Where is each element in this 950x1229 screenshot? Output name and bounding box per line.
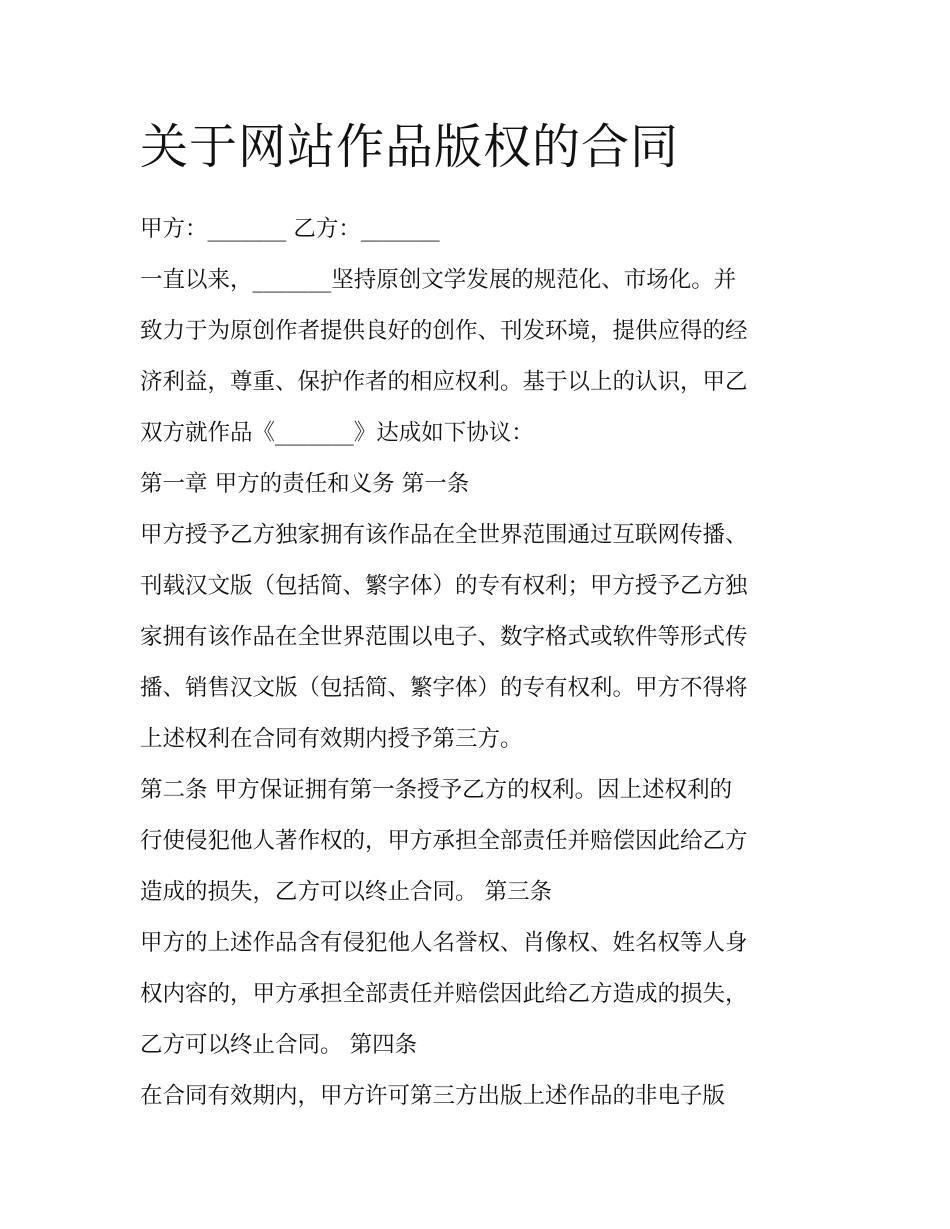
paragraph-line: 甲方授予乙方独家拥有该作品在全世界范围通过互联网传播、 [140, 522, 748, 548]
document-page [140, 112, 820, 1122]
paragraph-line: 行使侵犯他人著作权的，甲方承担全部责任并赔偿因此给乙方 [140, 828, 748, 854]
paragraph-line: 在合同有效期内，甲方许可第三方出版上述作品的非电子版 [140, 1083, 726, 1109]
document-title: 关于网站作品版权的合同 [140, 119, 680, 175]
party-line: 甲方：_______ 乙方：_______ [140, 216, 440, 242]
paragraph-line: 家拥有该作品在全世界范围以电子、数字格式或软件等形式传 [140, 624, 748, 650]
paragraph-line: 播、销售汉文版（包括简、繁字体）的专有权利。甲方不得将 [140, 675, 748, 701]
paragraph-line: 乙方可以终止合同。 第四条 [140, 1032, 418, 1058]
paragraph-line: 济利益，尊重、保护作者的相应权利。基于以上的认识，甲乙 [140, 369, 748, 395]
article-line: 第二条 甲方保证拥有第一条授予乙方的权利。因上述权利的 [140, 777, 733, 803]
paragraph-line: 甲方的上述作品含有侵犯他人名誉权、肖像权、姓名权等人身 [140, 930, 748, 956]
paragraph-line: 上述权利在合同有效期内授予第三方。 [140, 726, 523, 752]
paragraph-line: 双方就作品《_______》达成如下协议： [140, 420, 534, 446]
paragraph-line: 造成的损失，乙方可以终止合同。 第三条 [140, 879, 553, 905]
chapter-heading-line: 第一章 甲方的责任和义务 第一条 [140, 471, 470, 497]
paragraph-line: 刊载汉文版（包括简、繁字体）的专有权利；甲方授予乙方独 [140, 573, 748, 599]
paragraph-line: 权内容的，甲方承担全部责任并赔偿因此给乙方造成的损失， [140, 981, 748, 1007]
paragraph-line: 致力于为原创作者提供良好的创作、刊发环境，提供应得的经 [140, 318, 748, 344]
paragraph-line: 一直以来，_______坚持原创文学发展的规范化、市场化。并 [140, 267, 737, 293]
